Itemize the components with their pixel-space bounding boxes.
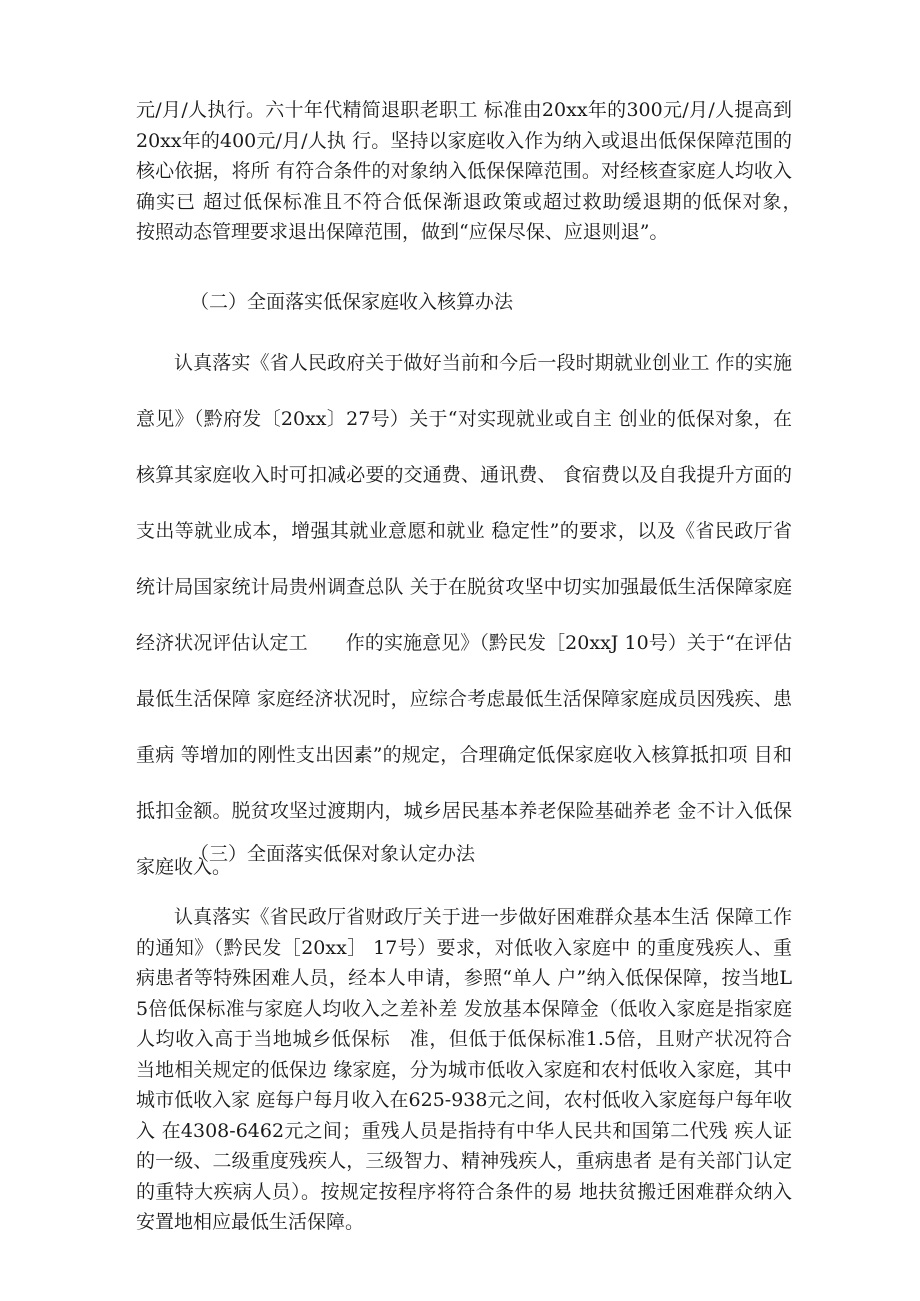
paragraph-minimum-standard: 元/月/人执行。六十年代精简退职老职工 标准由20xx年的300元/月/人提高到20xx年的400元/月/人执 行。坚持以家庭收入作为纳入或退出低保保障范围的核心依据，将所 有符合条件的对象纳入低保保障范围。对经核查家庭人均收入确实已 超过低保标准且不符合低保渐退政策或超过救助缓退期的低保对象， 按照动态管理要求退出保障范围，做到“应保尽保、应退则退”。	[136, 99, 831, 243]
section-heading-income-accounting: （二）全面落实低保家庭收入核算办法	[190, 291, 514, 313]
paragraph-eligibility: 认真落实《省民政厅省财政厅关于进一步做好困难群众基本生活 保障工作的通知》（黔民发［20xx］ 17号）要求，对低收入家庭中 的重度残疾人、重病患者等特殊困难人员，经本人申请，参照“单人 户”纳入低保保障，按当地L5倍低保标准与家庭人均收入之差补差 发放基本保障金（低收入家庭是指家庭人均收入高于当地城乡低保标 准，但低于低保标准1.5倍，且财产状况符合当地相关规定的低保边 缘家庭，分为城市低收入家庭和农村低收入家庭，其中城市低收入家 庭每户每月收入在625-938元之间，农村低收入家庭每户每年收入 在4308-6462元之间；重残人员是指持有中华人民共和国第二代残 疾人证的一级、二级重度残疾人，三级智力、精神残疾人，重病患者 是有关部门认定的重特大疾病人员）。按规定按程序将符合条件的易 地扶贫搬迁困难群众纳入安置地相应最低生活保障。	[136, 906, 792, 1233]
paragraph-income-accounting: 认真落实《省人民政府关于做好当前和今后一段时期就业创业工 作的实施意见》（黔府发〔20xx〕27号）关于“对实现就业或自主 创业的低保对象，在核算其家庭收入时可扣减必要的交通费、通讯费、 食宿费以及自我提升方面的支出等就业成本，增强其就业意愿和就业 稳定性”的要求，以及《省民政厅省统计局国家统计局贵州调查总队 关于在脱贫攻坚中切实加强最低生活保障家庭经济状况评估认定工 作的实施意见》（黔民发［20xxJ 10号）关于“在评估最低生活保障 家庭经济状况时，应综合考虑最低生活保障家庭成员因残疾、患重病 等增加的刚性支出因素”的规定，合理确定低保家庭收入核算抵扣项 目和抵扣金额。脱贫攻坚过渡期内，城乡居民基本养老保险基础养老 金不计入低保家庭收入。	[136, 352, 792, 878]
section-heading-eligibility: （三）全面落实低保对象认定办法	[190, 843, 476, 865]
